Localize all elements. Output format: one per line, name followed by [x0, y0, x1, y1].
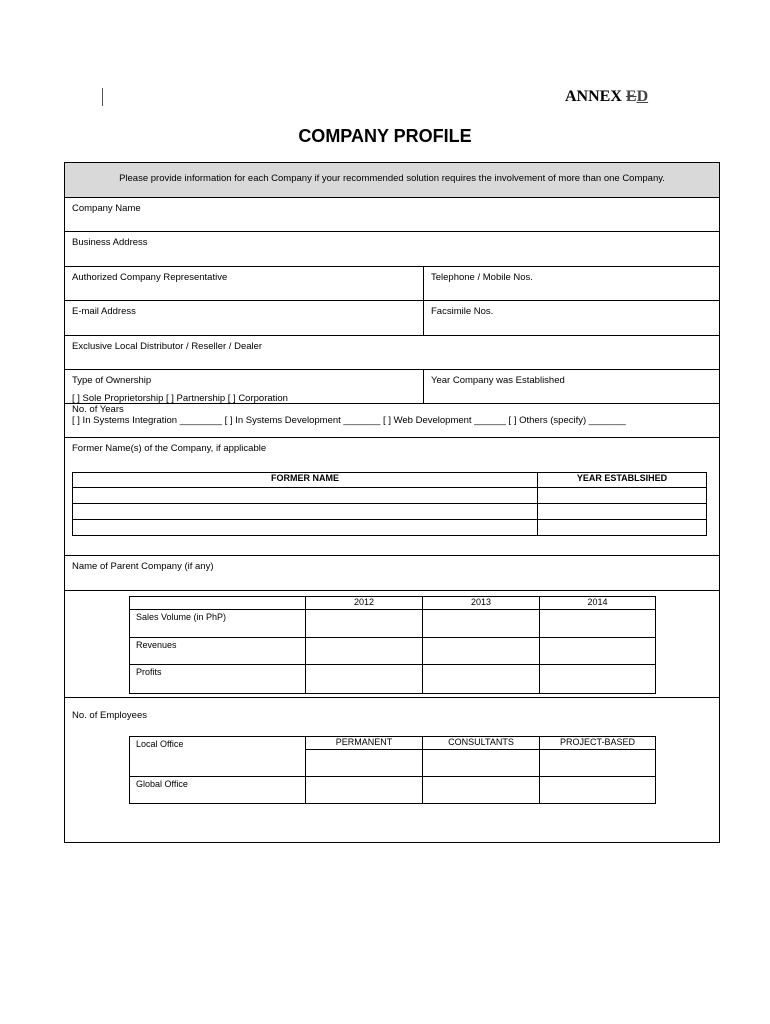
global-project-cell[interactable] [540, 777, 656, 804]
contact-row [65, 301, 719, 336]
telephone-field[interactable] [424, 267, 719, 300]
page-title: COMPANY PROFILE [298, 126, 472, 146]
revenues-2013-cell[interactable] [423, 638, 540, 665]
ownership-options[interactable]: [ ] Sole Proprietorship [ ] Partnership [ ] Corporation [72, 393, 288, 404]
local-consultants-cell[interactable] [423, 750, 540, 777]
table-row [73, 488, 707, 504]
local-project-cell[interactable] [540, 750, 656, 777]
year-cell[interactable] [538, 520, 707, 536]
distributor-label: Exclusive Local Distributor / Reseller / Dealer [72, 341, 263, 352]
consultants-header: CONSULTANTS [423, 737, 540, 750]
instructions-text: Please provide information for each Company if your recommended solution requires the involvement of more than one Company. [119, 173, 665, 184]
business-address-label: Business Address [72, 237, 148, 248]
financials-section [65, 591, 719, 698]
financials-corner [130, 597, 306, 610]
year-2014-header: 2014 [540, 597, 656, 610]
type-of-ownership-field[interactable] [65, 370, 424, 403]
permanent-header: PERMANENT [306, 737, 423, 750]
global-office-label: Global Office [130, 777, 306, 804]
annex-new-letter: D [636, 88, 649, 105]
type-of-ownership-label: Type of Ownership [72, 375, 152, 386]
annex-old-letter: E [625, 88, 637, 105]
no-of-years-label: No. of Years [72, 404, 124, 415]
year-2013-header: 2013 [423, 597, 540, 610]
former-names-section [65, 438, 719, 556]
profits-2013-cell[interactable] [423, 665, 540, 694]
table-row [130, 777, 656, 804]
employees-section [65, 698, 719, 842]
distributor-field[interactable] [65, 336, 719, 370]
email-field[interactable] [65, 301, 424, 335]
year-cell[interactable] [538, 488, 707, 504]
year-2012-header: 2012 [306, 597, 423, 610]
authorized-rep-field[interactable] [65, 267, 424, 300]
margin-marker [102, 88, 103, 106]
global-permanent-cell[interactable] [306, 777, 423, 804]
annex-label [565, 88, 648, 106]
former-name-cell[interactable] [73, 488, 538, 504]
parent-company-field[interactable] [65, 556, 719, 591]
email-label: E-mail Address [72, 306, 136, 317]
table-row [73, 520, 707, 536]
financials-table [129, 596, 656, 694]
parent-company-label: Name of Parent Company (if any) [72, 561, 214, 572]
local-office-label: Local Office [130, 737, 306, 777]
former-names-table [72, 472, 707, 536]
sales-2013-cell[interactable] [423, 610, 540, 638]
years-options[interactable]: [ ] In Systems Integration ________ [ ] In Systems Development _______ [ ] Web Development ______ [ ] Others (specify) _______ [72, 415, 626, 426]
sales-volume-label: Sales Volume (in PhP) [130, 610, 306, 638]
facsimile-field[interactable] [424, 301, 719, 335]
company-name-field[interactable] [65, 198, 719, 232]
table-row [130, 638, 656, 665]
year-established-field[interactable] [424, 370, 719, 403]
telephone-label: Telephone / Mobile Nos. [431, 272, 533, 283]
former-names-label: Former Name(s) of the Company, if applicable [72, 443, 267, 454]
year-established-header: YEAR ESTABLSIHED [538, 473, 707, 488]
table-row [130, 665, 656, 694]
year-established-label: Year Company was Established [431, 375, 565, 386]
sales-2012-cell[interactable] [306, 610, 423, 638]
revenues-label: Revenues [130, 638, 306, 665]
local-permanent-cell[interactable] [306, 750, 423, 777]
company-profile-form [64, 162, 720, 843]
revenues-2012-cell[interactable] [306, 638, 423, 665]
no-of-years-field [65, 404, 719, 438]
sales-2014-cell[interactable] [540, 610, 656, 638]
employees-table [129, 736, 656, 804]
former-name-cell[interactable] [73, 520, 538, 536]
profits-2012-cell[interactable] [306, 665, 423, 694]
year-cell[interactable] [538, 504, 707, 520]
company-name-label: Company Name [72, 203, 141, 214]
authorized-rep-label: Authorized Company Representative [72, 272, 228, 283]
revenues-2014-cell[interactable] [540, 638, 656, 665]
facsimile-label: Facsimile Nos. [431, 306, 494, 317]
ownership-row [65, 370, 719, 404]
profits-label: Profits [130, 665, 306, 694]
former-name-cell[interactable] [73, 504, 538, 520]
global-consultants-cell[interactable] [423, 777, 540, 804]
table-row [73, 504, 707, 520]
business-address-field[interactable] [65, 232, 719, 267]
project-based-header: PROJECT-BASED [540, 737, 656, 750]
no-of-employees-label: No. of Employees [72, 710, 147, 721]
representative-row [65, 267, 719, 301]
profits-2014-cell[interactable] [540, 665, 656, 694]
instructions-row [65, 163, 719, 198]
former-name-header: FORMER NAME [73, 473, 538, 488]
table-row [130, 610, 656, 638]
annex-prefix: ANNEX [565, 88, 626, 105]
